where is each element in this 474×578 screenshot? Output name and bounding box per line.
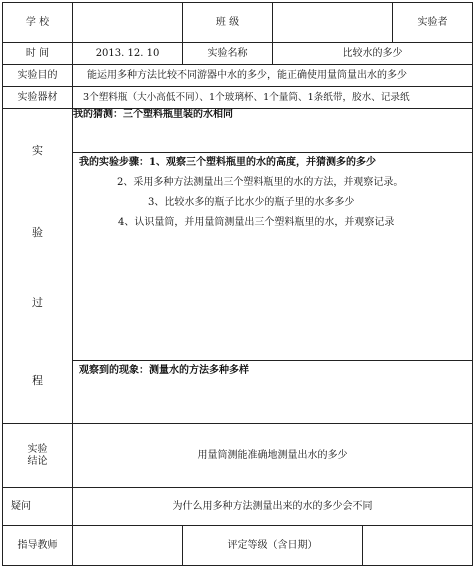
teacher-value[interactable] <box>73 526 183 566</box>
steps-row <box>3 153 473 361</box>
grade-label: 评定等级（含日期） <box>183 526 363 566</box>
school-label: 学 校 <box>3 3 73 43</box>
equipment-value[interactable]: 3个塑料瓶（大小高低不同）、1个玻璃杯、1个量筒、1条纸带，胶水、记录纸 <box>73 87 473 109</box>
process-side-char-2: 验 <box>32 226 43 239</box>
time-value[interactable]: 2013. 12. 10 <box>73 43 183 65</box>
time-label: 时 间 <box>3 43 73 65</box>
conclusion-row <box>3 424 473 488</box>
time-row <box>3 43 473 65</box>
conclusion-value[interactable]: 用量筒测能准确地测量出水的多少 <box>73 424 473 488</box>
process-side-label <box>3 109 73 424</box>
school-value[interactable] <box>73 3 183 43</box>
experimenter-label: 实验者 <box>393 3 473 43</box>
process-side-char-3: 过 <box>32 296 43 309</box>
purpose-row <box>3 65 473 87</box>
footer-row <box>3 526 473 566</box>
steps-cell[interactable] <box>73 153 473 361</box>
experiment-name-label: 实验名称 <box>183 43 273 65</box>
equipment-row <box>3 87 473 109</box>
guess-row <box>3 109 473 153</box>
experiment-record-table <box>2 2 473 566</box>
process-side-char-4: 程 <box>32 374 43 387</box>
equipment-label: 实验器材 <box>3 87 73 109</box>
conclusion-label-line-1: 实验 <box>27 443 48 455</box>
step-line-3: 3、比较水多的瓶子比水少的瓶子里的水多多少 <box>148 197 355 208</box>
experiment-name-value[interactable]: 比较水的多少 <box>273 43 473 65</box>
process-side-char-1: 实 <box>32 144 43 157</box>
class-value[interactable] <box>273 3 393 43</box>
step-line-2: 2、采用多种方法测量出三个塑料瓶里的水的方法，并观察记录。 <box>117 177 404 188</box>
question-row <box>3 488 473 526</box>
purpose-label: 实验目的 <box>3 65 73 87</box>
step-line-4: 4、认识量筒，并用量筒测量出三个塑料瓶里的水，并观察记录 <box>118 217 395 228</box>
hypothesis-text[interactable]: 我的猜测：三个塑料瓶里装的水相同 <box>73 109 473 153</box>
class-label: 班 级 <box>183 3 273 43</box>
teacher-label: 指导教师 <box>3 526 73 566</box>
purpose-value[interactable]: 能运用多种方法比较不同游器中水的多少，能正确使用量筒量出水的多少 <box>73 65 473 87</box>
header-row <box>3 3 473 43</box>
question-label: 疑问 <box>3 488 73 526</box>
grade-value[interactable] <box>363 526 473 566</box>
conclusion-label-line-2: 结论 <box>27 455 48 467</box>
observation-text[interactable]: 观察到的现象：测量水的方法多种多样 <box>73 361 473 424</box>
conclusion-label <box>3 424 73 488</box>
question-value[interactable]: 为什么用多种方法测量出来的水的多少会不同 <box>73 488 473 526</box>
observation-row <box>3 361 473 424</box>
step-line-1: 我的实验步骤：1、观察三个塑料瓶里的水的高度，并猜测多的多少 <box>79 157 376 168</box>
